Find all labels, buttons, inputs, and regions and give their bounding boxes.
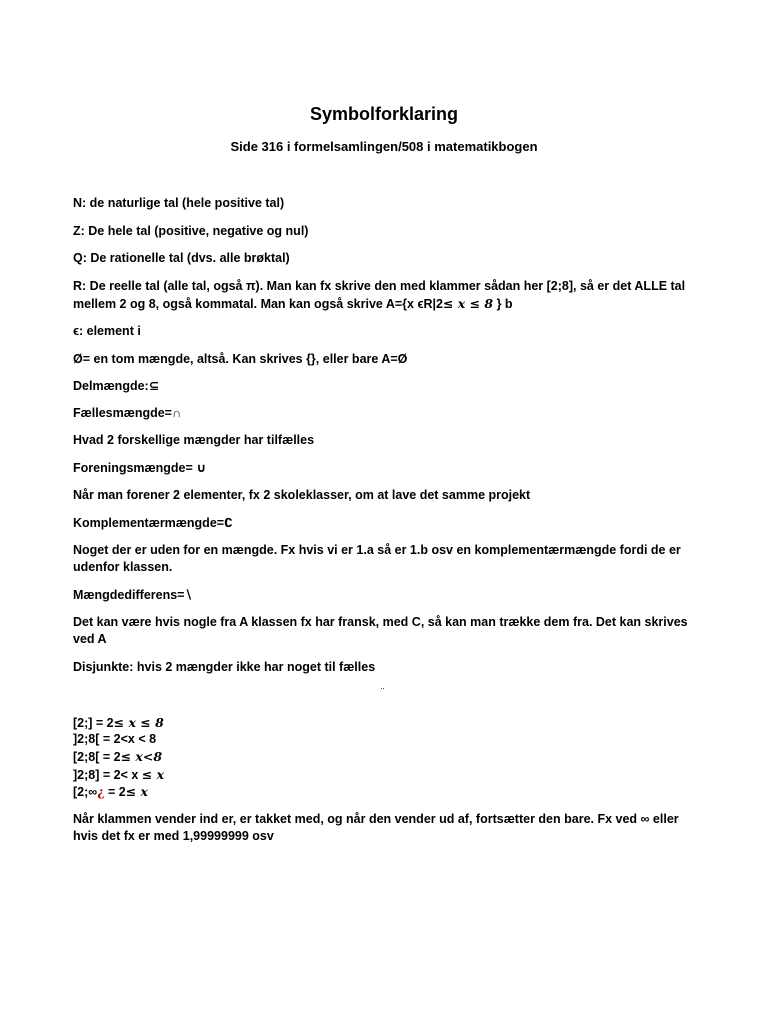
interval-row-5-after: = 2 [104,785,126,799]
definition-union: Foreningsmængde= ∪ [73,461,207,475]
definition-intersection: Fællesmængde=∩ [73,406,182,420]
definition-z: Z: De hele tal (positive, negative og nul) [73,224,309,238]
interval-row-2-text: ]2;8[ = 2<x < 8 [73,732,157,746]
definition-r-end: } b [493,297,513,311]
definition-difference: Mængdedifferens=∖ [73,588,194,602]
union-description: Når man forener 2 elementer, fx 2 skoleklasser, om at lave det samme projekt [73,488,531,502]
definition-subset: Delmængde:⊆ [73,379,160,393]
definition-r [73,278,698,313]
definition-disjoint: Disjunkte: hvis 2 mængder ikke har noget til fælles [73,660,376,674]
interval-row-2 [73,731,156,748]
page-subtitle: Side 316 i formelsamlingen/508 i matematikbogen [230,139,538,154]
definition-q: Q: De rationelle tal (dvs. alle brøktal) [73,251,290,265]
stray-mark: ¨ [381,687,385,698]
definition-r-math: ≤ x ≤ 8 [442,296,494,311]
definition-r-text: R: De reelle tal (alle tal, også π). Man kan fx skrive den med klammer sådan her [2;8], så er det ALLE tal mellem 2 og 8, også kommatal. Man kan også skrive A={x ϵR|2 [73,279,686,311]
definition-empty-set: Ø= en tom mængde, altså. Kan skrives {}, eller bare A=Ø [73,352,408,366]
interval-row-4-math: ≤ x [141,767,165,782]
interval-row-3-math: ≤ x<8 [120,749,163,764]
interval-row-5 [73,783,148,801]
definition-n: N: de naturlige tal (hele positive tal) [73,196,285,210]
intersection-description: Hvad 2 forskellige mængder har tilfælles [73,433,315,447]
interval-row-1-math: ≤ x ≤ 8 [113,715,164,730]
interval-row-5-math: ≤ x [125,784,149,799]
interval-row-5-text: [2;∞ [73,785,98,799]
interval-row-1 [73,714,164,732]
interval-row-4 [73,766,164,784]
definition-element: ϵ: element i [73,324,141,338]
interval-row-3-text: [2;8[ = 2 [73,750,121,764]
complement-description: Noget der er uden for en mængde. Fx hvis vi er 1.a så er 1.b osv en komplementærmængde fordi de er udenfor klassen. [73,543,681,574]
interval-row-1-text: [2;] = 2 [73,716,114,730]
closing-paragraph: Når klammen vender ind er, er takket med, og når den vender ud af, fortsætter den bare. Fx ved ∞ eller hvis det fx er med 1,99999999 osv [73,812,679,843]
interval-row-4-text: ]2;8] = 2< x [73,768,142,782]
difference-description: Det kan være hvis nogle fra A klassen fx har fransk, med C, så kan man trække dem fra. Det kan skrives ved A [73,615,688,646]
interval-row-3 [73,748,162,766]
definition-complement: Komplementærmængde=∁ [73,516,233,530]
interval-row-5-red-mark: ¿ [97,784,105,799]
page-title: Symbolforklaring [309,104,459,124]
